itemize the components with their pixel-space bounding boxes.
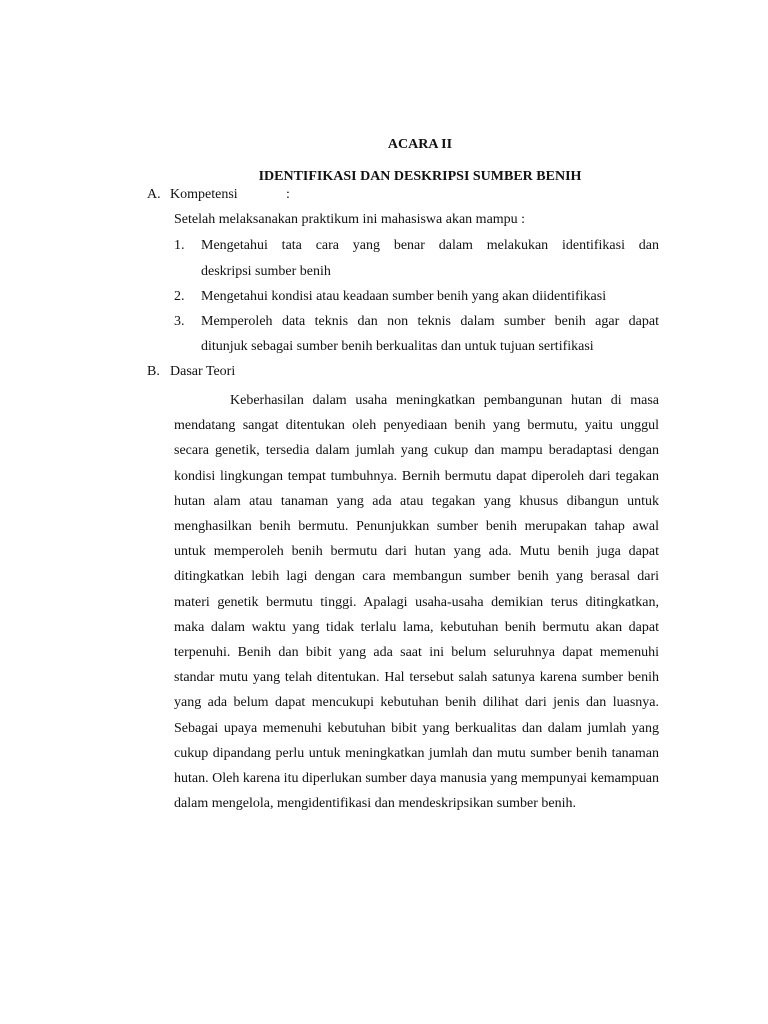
section-a-colon: :: [286, 187, 290, 202]
dasar-teori-body: [174, 388, 659, 816]
list-item-1-line1: Mengetahui tata cara yang benar dalam melakukan identifikasi dan: [201, 238, 659, 253]
list-item-3-number: 3.: [174, 314, 185, 329]
list-item-2-line1: Mengetahui kondisi atau keadaan sumber benih yang akan diidentifikasi: [201, 289, 607, 304]
section-b-heading: Dasar Teori: [170, 364, 236, 379]
list-item-3-line1: Memperoleh data teknis dan non teknis dalam sumber benih agar dapat: [201, 314, 659, 329]
list-item-1-line2: deskripsi sumber benih: [201, 264, 331, 279]
section-a-heading: Kompetensi: [170, 187, 238, 202]
page-subtitle: IDENTIFIKASI DAN DESKRIPSI SUMBER BENIH: [258, 169, 582, 184]
list-item-3-line2: ditunjuk sebagai sumber benih berkualitas dan untuk tujuan sertifikasi: [201, 339, 594, 354]
page-title: ACARA II: [387, 137, 453, 152]
dasar-teori-paragraph: Keberhasilan dalam usaha meningkatkan pembangunan hutan di masa mendatang sangat ditentukan oleh penyediaan benih yang bermutu, yaitu unggul secara genetik, tersedia dalam jumlah yang cukup dan mampu beradaptasi dengan kondisi lingkungan tempat tumbuhnya. Bernih bermutu dapat diperoleh dari tegakan hutan alam atau tanaman yang ada atau tegakan yang khusus dibangun untuk menghasilkan benih bermutu. Penunjukkan sumber benih merupakan tahap awal untuk memperoleh benih bermutu dari hutan yang ada. Mutu benih juga dapat ditingkatkan lebih lagi dengan cara membangun sumber benih yang berasal dari materi genetik bermutu tinggi. Apalagi usaha-usaha demikian terus ditingkatkan, maka dalam waktu yang tidak terlalu lama, kebutuhan benih bermutu akan dapat terpenuhi. Benih dan bibit yang ada saat ini belum seluruhnya dapat memenuhi standar mutu yang telah ditentukan. Hal tersebut salah satunya karena sumber benih yang ada belum dapat mencukupi kebutuhan benih dilihat dari jenis dan luasnya. Sebagai upaya memenuhi kebutuhan bibit yang berkualitas dan dalam jumlah yang cukup dipandang perlu untuk meningkatkan jumlah dan mutu sumber benih tanaman hutan. Oleh karena itu diperlukan sumber daya manusia yang mempunyai kemampuan dalam mengelola, mengidentifikasi dan mendeskripsikan sumber benih.: [174, 393, 659, 812]
section-a-marker: A.: [147, 187, 161, 202]
list-item-1-number: 1.: [174, 238, 185, 253]
list-item-2-number: 2.: [174, 289, 185, 304]
section-a-intro: Setelah melaksanakan praktikum ini mahasiswa akan mampu :: [174, 212, 526, 227]
section-b-marker: B.: [147, 364, 160, 379]
